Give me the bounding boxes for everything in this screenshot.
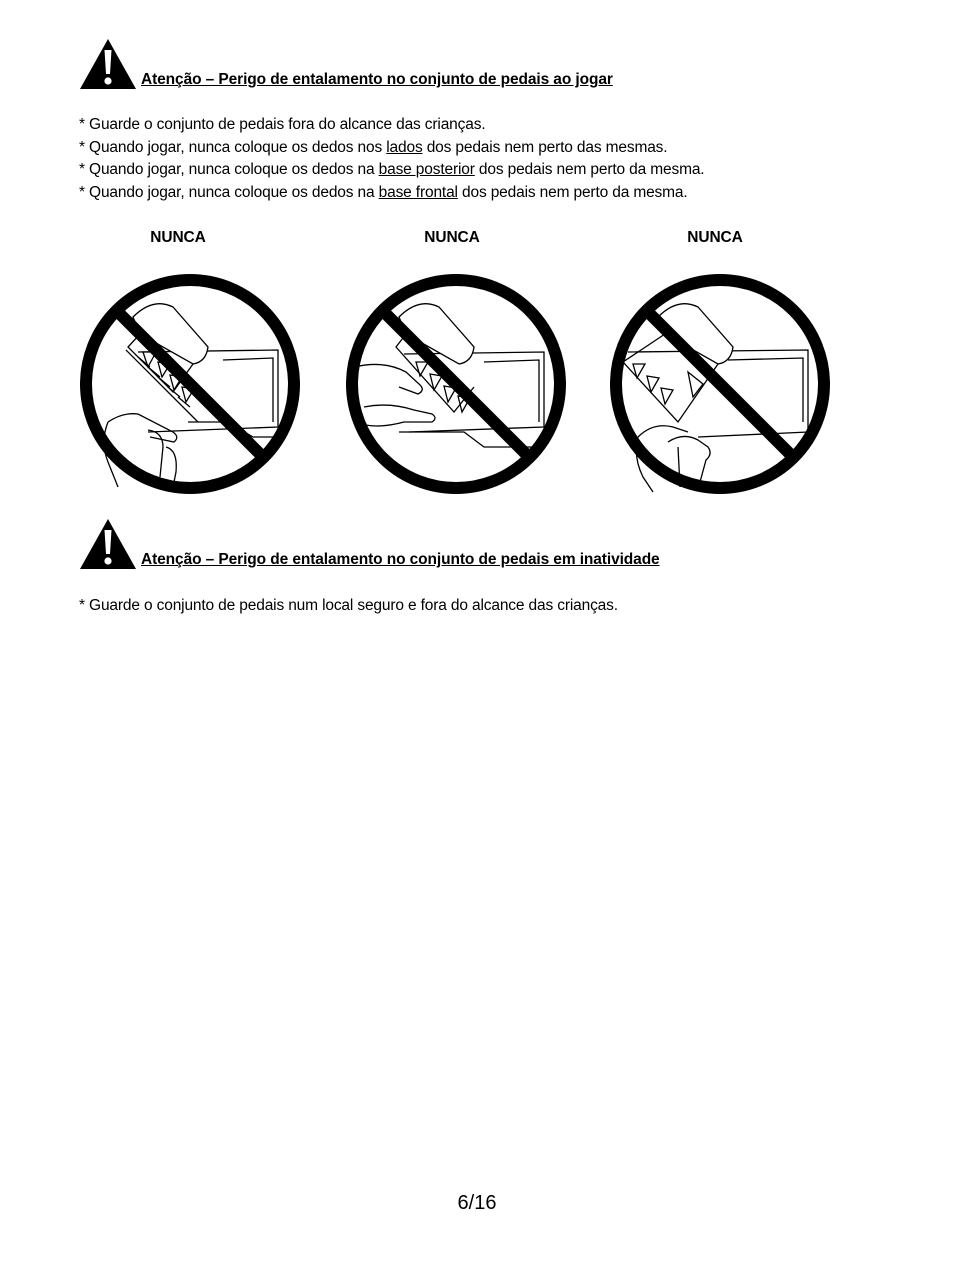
bullet-item: * Quando jogar, nunca coloque os dedos na base frontal dos pedais nem perto da mesma. xyxy=(79,184,688,202)
never-label-1: NUNCA xyxy=(150,229,206,246)
heading-text: Atenção – Perigo de entalamento no conjunto de pedais em inatividade xyxy=(141,551,660,568)
warning-triangle-icon xyxy=(79,38,137,90)
safety-bullet-list xyxy=(79,114,704,205)
heading-text: Atenção – Perigo de entalamento no conjunto de pedais ao jogar xyxy=(141,71,613,88)
bullet-item: * Quando jogar, nunca coloque os dedos na base posterior dos pedais nem perto da mesma. xyxy=(79,161,705,179)
storage-bullet-list xyxy=(79,595,618,618)
emphasis-rear-base: base posterior xyxy=(378,161,475,179)
bullet-item: * Guarde o conjunto de pedais fora do alcance das crianças. xyxy=(79,116,486,133)
warning-triangle-icon xyxy=(79,518,137,570)
never-label-3: NUNCA xyxy=(687,229,743,246)
bullet-item: * Quando jogar, nunca coloque os dedos nos lados dos pedais nem perto das mesmas. xyxy=(79,138,668,156)
warning-heading-idle xyxy=(79,518,660,570)
emphasis-front-base: base frontal xyxy=(378,184,458,202)
prohibition-sign-icon xyxy=(608,272,832,496)
never-label-2: NUNCA xyxy=(424,229,480,246)
prohibition-sign-icon xyxy=(344,272,568,496)
warning-heading-playing xyxy=(79,38,613,90)
prohibition-sign-icon xyxy=(78,272,302,496)
emphasis-sides: lados xyxy=(386,138,423,156)
page-number: 6/16 xyxy=(457,1192,497,1214)
bullet-item: * Guarde o conjunto de pedais num local seguro e fora do alcance das crianças. xyxy=(79,597,618,614)
